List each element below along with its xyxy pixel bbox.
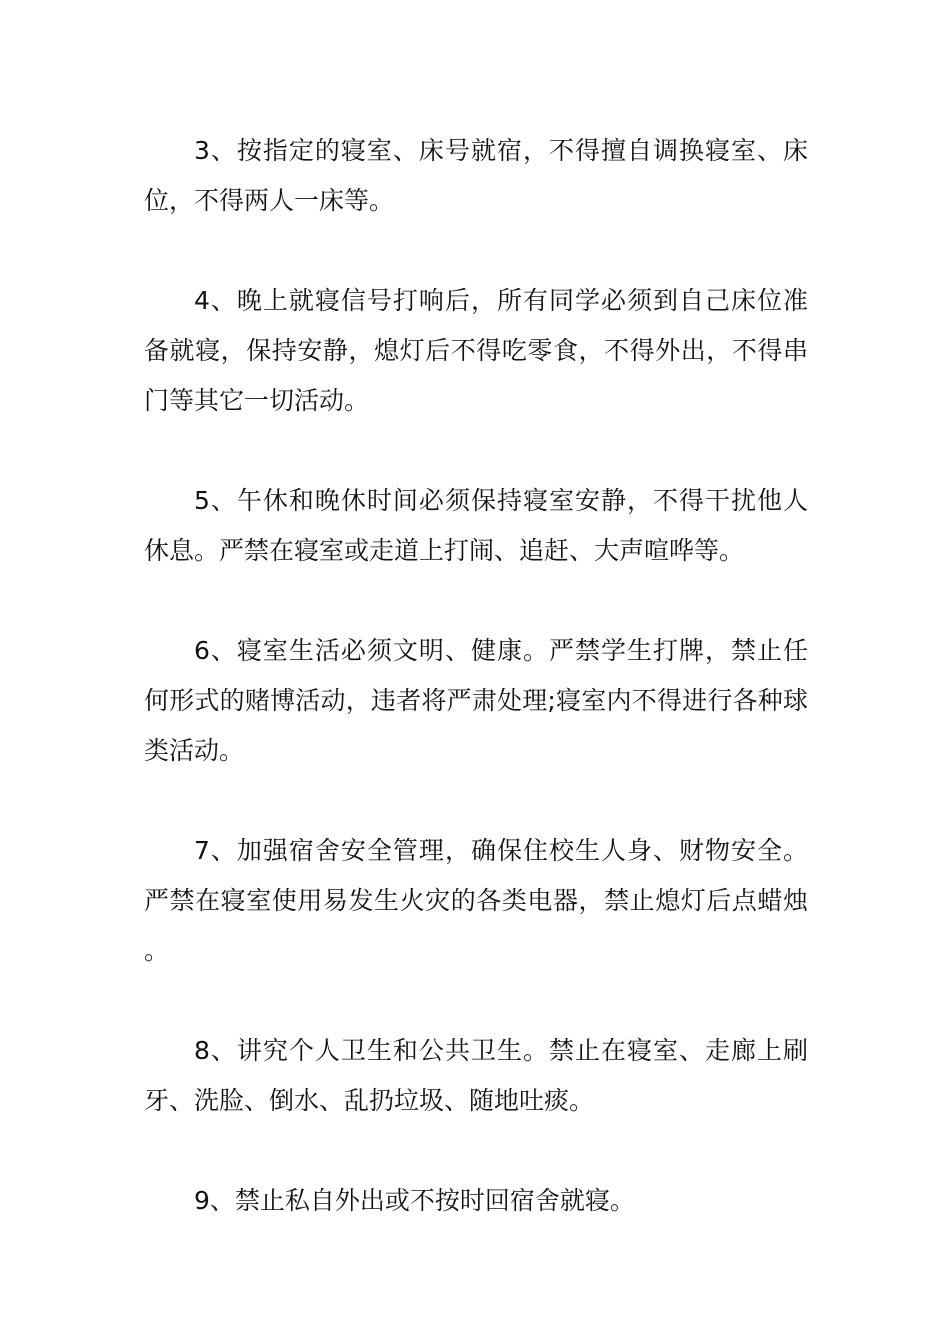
rule-paragraph-8: 8、讲究个人卫生和公共卫生。禁止在寝室、走廊上刷牙、洗脸、倒水、乱扔垃圾、随地吐痰。 xyxy=(144,1036,808,1115)
rule-paragraph-5: 5、午休和晚休时间必须保持寝室安静，不得干扰他人休息。严禁在寝室或走道上打闹、追赶、大声喧哗等。 xyxy=(144,486,808,565)
rule-paragraph-6: 6、寝室生活必须文明、健康。严禁学生打牌，禁止任何形式的赌博活动，违者将严肃处理;寝室内不得进行各种球类活动。 xyxy=(144,636,808,765)
rule-paragraph-4: 4、晚上就寝信号打响后，所有同学必须到自己床位准备就寝，保持安静，熄灯后不得吃零食，不得外出，不得串门等其它一切活动。 xyxy=(144,286,808,415)
document-body xyxy=(144,126,808,1276)
rule-paragraph-9: 9、禁止私自外出或不按时回宿舍就寝。 xyxy=(194,1186,635,1215)
rule-paragraph-3: 3、按指定的寝室、床号就宿，不得擅自调换寝室、床位，不得两人一床等。 xyxy=(144,136,808,215)
rule-paragraph-7: 7、加强宿舍安全管理，确保住校生人身、财物安全。严禁在寝室使用易发生火灾的各类电器，禁止熄灯后点蜡烛。 xyxy=(144,836,808,965)
